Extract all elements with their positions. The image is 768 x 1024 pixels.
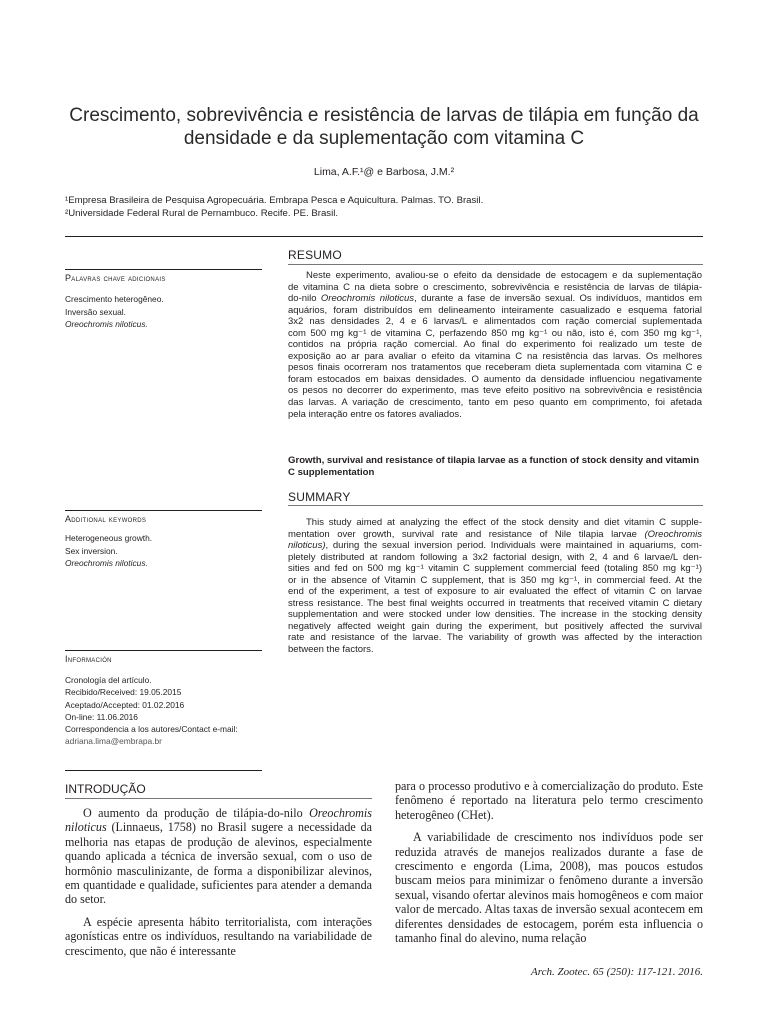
resumo-line: com 500 mg kg⁻¹ de vitamina C, perfazendo 850 mg kg⁻¹ ou não, isto é, com 350 mg kg⁻¹,: [288, 327, 702, 339]
journal-footer: Arch. Zootec. 65 (250): 117-121. 2016.: [531, 966, 703, 978]
info-line: Correspondencia a los autores/Contact e-mail:: [65, 724, 238, 735]
contact-email[interactable]: adriana.lima@embrapa.br: [65, 736, 162, 747]
info-line: On-line: 11.06.2016: [65, 711, 138, 722]
introducao-heading: INTRODUÇÃO: [65, 782, 146, 796]
introducao-rule: [65, 798, 372, 799]
keywords-en-heading: Additional keywords: [65, 514, 147, 524]
summary-line: sities and fed on 500 mg kg⁻¹ vitamin C supplement commercial feed (totaling 850 mg kg⁻¹): [288, 563, 702, 575]
resumo-text: [288, 270, 702, 420]
info-line: Recibido/Received: 19.05.2015: [65, 687, 182, 698]
resumo-line: aquários, foram distribuídos em delineamento inteiramente casualizado e esquema fatorial: [288, 304, 702, 316]
resumo-line: pesos finais ocorreram nos tratamentos que receberam dieta suplementada com vitamina C e: [288, 362, 702, 374]
resumo-line: foram estocados em baixas densidades. O aumento da densidade influenciou negativamente: [288, 373, 702, 385]
summary-line: niloticus), during the sexual inversion period. Individuals were maintained in aquariums, com-: [288, 540, 702, 552]
resumo-line: do-nilo Oreochromis niloticus, durante a fase de inversão sexual. Os indivíduos, mantidos em: [288, 293, 702, 305]
info-rule: [65, 650, 262, 651]
resumo-rule: [288, 264, 703, 265]
resumo-line: de vitamina C na dieta sobre o crescimento, sobrevivência e resistência de larvas de tilápia-: [288, 281, 702, 293]
keyword-item: Oreochromis niloticus.: [65, 319, 148, 330]
summary-line: rate and resistance of the larvae. The variability of growth was affected by the interaction: [288, 632, 702, 644]
resumo-heading: RESUMO: [288, 248, 342, 262]
resumo-line: os pesos no decorrer do experimento, mas teve efeito positivo na sobrevivência e resistência: [288, 385, 702, 397]
article-title: Crescimento, sobrevivência e resistência de larvas de tilápia em função da densidade e da suplementação com vitamina C: [69, 105, 699, 149]
keyword-item: Heterogeneous growth.: [65, 533, 153, 543]
intro-paragraph: A espécie apresenta hábito territorialista, com interações agonísticas entre os indivíduos, resultando na variabilidade de crescimento, que não é interessante: [65, 914, 372, 958]
keyword-item: Sex inversion.: [65, 545, 118, 556]
resumo-line: 3x2 nas densidades 2, 4 e 6 larvas/L e alimentados com ração comercial suplementada: [288, 316, 702, 328]
summary-line: negatively affected weight gain during the experiment, but positively affected the survival: [288, 620, 702, 632]
intro-paragraph: para o processo produtivo e à comercialização do produto. Este fenômeno é reportado na literatura pelo termo crescimento heterogêneo (CHet).: [395, 779, 703, 822]
summary-line: between the factors.: [288, 644, 374, 656]
resumo-line: contidos na própria ração comercial. Ao final do experimento foi realizado um teste de: [288, 339, 702, 351]
authors: Lima, A.F.¹@ e Barbosa, J.M.²: [313, 166, 455, 178]
summary-line: mentation over growth, survival rate and resistance of Nile tilapia larvae (Oreochromis: [288, 528, 702, 540]
summary-rule: [288, 505, 703, 506]
info-heading: Información: [65, 654, 112, 664]
top-rule: [65, 236, 703, 237]
english-title: Growth, survival and resistance of tilapia larvae as a function of stock density and vitamin C supplementation: [288, 455, 700, 478]
info-line: Aceptado/Accepted: 01.02.2016: [65, 699, 185, 710]
summary-line: supplementation and were stocked under low densities. The increase in the stocking density: [288, 609, 702, 621]
info-list: [65, 674, 238, 748]
affiliation-1: ¹Empresa Brasileira de Pesquisa Agropecuária. Embrapa Pesca e Aquicultura. Palmas. TO. Brasil.: [65, 195, 484, 206]
keyword-item: Inversão sexual.: [65, 306, 126, 317]
summary-line: end of the experiment, a test of exposure to air evaluated the effect of vitamin C on larvae: [288, 586, 702, 598]
intro-paragraph: A variabilidade de crescimento nos indivíduos pode ser reduzida através de manejos realizados durante a fase de crescimento e engorda (Lima, 2008), mas poucos estudos buscam meios para minimizar o fenômeno durante a inversão sexual, visando ofertar alevinos mais homogêneos e com maior valor de mercado. Altas taxas de inversão sexual acontecem em diferentes densidades de estocagem, porém esta influencia o tamanho final do alevino, numa relação: [395, 830, 703, 946]
resumo-line: das larvas. A variação de crescimento, tanto em peso quanto em comprimento, foi afetada: [288, 397, 702, 409]
keywords-en-rule: [65, 510, 262, 511]
keyword-item: Oreochromis niloticus.: [65, 558, 148, 569]
resumo-line: pela interação entre os fatores avaliados.: [288, 408, 462, 420]
keywords-pt-list: [65, 293, 164, 331]
resumo-line: Neste experimento, avaliou-se o efeito da densidade de estocagem e da suplementação: [306, 270, 702, 281]
summary-line: or in the absence of Vitamin C supplement, that is 350 mg kg⁻¹, in commercial feed. At the: [288, 574, 702, 586]
summary-text: [288, 517, 702, 656]
keywords-pt-heading: Palavras chave adicionais: [65, 273, 166, 283]
summary-line: pletely distributed at random following a 3x2 factorial design, with 2, 4 and 6 larvae/L den-: [288, 551, 702, 563]
info-bottom-rule: [65, 770, 262, 771]
intro-left-column: [65, 806, 372, 966]
intro-right-column: [395, 779, 703, 953]
summary-line: This study aimed at analyzing the effect of the stock density and diet vitamin C supple-: [306, 517, 702, 528]
keywords-en-list: [65, 532, 152, 570]
summary-line: stress resistance. The best final weights occurred in treatments that received vitamin C dietary: [288, 597, 702, 609]
summary-heading: SUMMARY: [288, 490, 351, 504]
keyword-item: Crescimento heterogêneo.: [65, 294, 164, 304]
info-line: Cronología del artículo.: [65, 675, 152, 685]
intro-paragraph: O aumento da produção de tilápia-do-nilo Oreochromis niloticus (Linnaeus, 1758) no Brasil sugere a necessidade da melhoria nas etapas de produção de alevinos, especialmente quando aplicada a técnica de inversão sexual, com o uso de hormônio masculinizante, de forma a disponibilizar alevinos, em quantidade e qualidade, suficientes para atender a demanda do setor.: [65, 806, 372, 907]
affiliation-2: ²Universidade Federal Rural de Pernambuco. Recife. PE. Brasil.: [65, 208, 339, 219]
resumo-line: exposição ao ar para avaliar o efeito da vitamina C na resistência das larvas. Os melhores: [288, 350, 702, 362]
keywords-pt-rule: [65, 269, 262, 270]
